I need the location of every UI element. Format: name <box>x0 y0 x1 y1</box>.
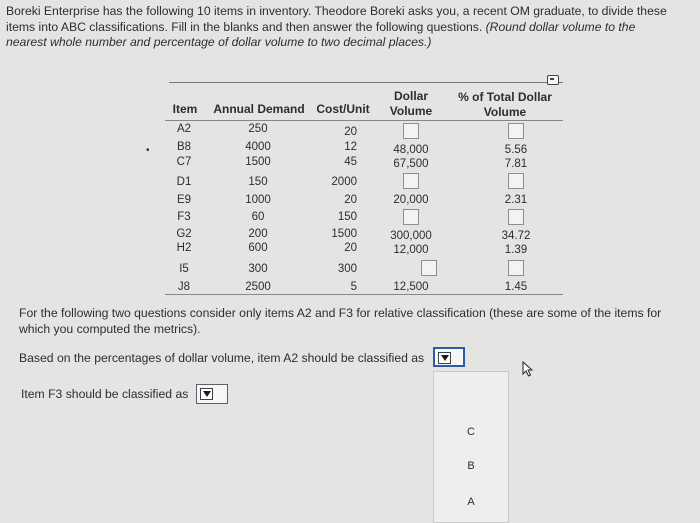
cell-demand: 2500 <box>245 281 271 293</box>
cell-cost: 12 <box>344 141 357 153</box>
dollar-volume-input[interactable] <box>421 260 437 276</box>
cell-pct: 1.39 <box>504 244 528 256</box>
f3-classification-select[interactable] <box>196 384 228 404</box>
dollar-volume-input[interactable] <box>403 209 419 225</box>
cell-item: H2 <box>176 242 192 254</box>
cell-cost: 2000 <box>331 176 357 188</box>
bullet-marker: • <box>146 145 150 156</box>
table-bottom-rule <box>165 294 563 295</box>
questions-intro-line-2: which you computed the metrics). <box>19 321 201 336</box>
cell-dollar: 12,500 <box>393 281 429 293</box>
intro-line-2a: items into ABC classifications. Fill in the blanks and then answer the following questions. <box>6 19 486 34</box>
cell-dollar: 300,000 <box>390 230 432 242</box>
cell-item: I5 <box>179 263 189 275</box>
question-f3-label: Item F3 should be classified as <box>21 387 189 401</box>
cell-demand: 1000 <box>245 194 271 206</box>
dropdown-button[interactable] <box>200 388 213 400</box>
cell-demand: 300 <box>248 263 268 275</box>
pct-volume-input[interactable] <box>508 209 524 225</box>
chevron-down-icon <box>441 355 449 361</box>
cell-cost: 1500 <box>331 228 357 240</box>
cell-cost: 150 <box>337 211 357 223</box>
intro-line-1: Boreki Enterprise has the following 10 items in inventory. Theodore Boreki asks you, a recent OM graduate, to divide these <box>6 4 667 18</box>
cell-cost: 20 <box>344 242 357 254</box>
cell-item: E9 <box>176 194 192 206</box>
cell-item: C7 <box>176 156 192 168</box>
header-rule <box>165 120 563 121</box>
table-top-rule <box>169 82 563 83</box>
pct-volume-input[interactable] <box>508 173 524 189</box>
mouse-cursor-icon <box>522 361 534 377</box>
cell-cost: 300 <box>337 263 357 275</box>
cell-cost: 20 <box>344 194 357 206</box>
dollar-volume-input[interactable] <box>403 123 419 139</box>
pct-volume-input[interactable] <box>508 123 524 139</box>
header-demand: Annual Demand <box>213 102 305 116</box>
intro-line-2 <box>6 20 696 36</box>
menu-option-b[interactable]: B <box>467 460 475 472</box>
intro-line-3: nearest whole number and percentage of dollar volume to two decimal places.) <box>6 35 432 49</box>
cell-demand: 4000 <box>245 141 271 153</box>
chevron-down-icon <box>203 391 211 397</box>
cell-dollar: 48,000 <box>393 144 429 156</box>
cell-dollar: 20,000 <box>393 194 429 206</box>
header-cost: Cost/Unit <box>316 102 370 116</box>
cell-dollar: 67,500 <box>393 158 429 170</box>
cell-item: B8 <box>176 141 192 153</box>
cell-item: F3 <box>177 211 191 223</box>
question-a2-label: Based on the percentages of dollar volume, item A2 should be classified as <box>19 351 425 365</box>
menu-option-c[interactable]: C <box>467 426 475 438</box>
header-dollar-2: Volume <box>389 104 433 118</box>
cell-item: G2 <box>176 228 192 240</box>
a2-classification-menu <box>433 371 509 523</box>
problem-statement <box>6 4 696 51</box>
questions-intro <box>19 306 689 337</box>
a2-classification-select[interactable] <box>433 347 465 367</box>
cell-item: J8 <box>177 281 191 293</box>
cell-pct: 2.31 <box>504 194 528 206</box>
cell-demand: 250 <box>248 123 268 135</box>
cell-pct: 7.81 <box>504 158 528 170</box>
cell-item: A2 <box>176 123 192 135</box>
pct-volume-input[interactable] <box>508 260 524 276</box>
cell-demand: 60 <box>251 211 265 223</box>
questions-intro-line-1: For the following two questions consider only items A2 and F3 for relative classification (these are some of the items for <box>19 306 662 320</box>
cell-cost: 5 <box>350 281 357 293</box>
dollar-volume-input[interactable] <box>403 173 419 189</box>
cell-cost: 45 <box>344 156 357 168</box>
header-item: Item <box>172 102 198 116</box>
cell-demand: 150 <box>248 176 268 188</box>
header-pct-2: Volume <box>483 105 527 119</box>
rounding-instruction: (Round dollar volume to the <box>485 19 636 34</box>
cell-demand: 200 <box>248 228 268 240</box>
cell-demand: 600 <box>248 242 268 254</box>
expand-icon[interactable] <box>547 75 559 85</box>
cell-pct: 5.56 <box>504 144 528 156</box>
cell-pct: 1.45 <box>504 281 528 293</box>
cell-cost: 20 <box>344 126 357 138</box>
header-pct-1: % of Total Dollar <box>458 90 552 104</box>
cell-demand: 1500 <box>245 156 271 168</box>
cell-item: D1 <box>176 176 192 188</box>
cell-dollar: 12,000 <box>393 244 429 256</box>
menu-option-a[interactable]: A <box>467 496 475 508</box>
dropdown-button[interactable] <box>438 352 451 364</box>
header-dollar-1: Dollar <box>393 89 428 103</box>
cell-pct: 34.72 <box>501 230 531 242</box>
